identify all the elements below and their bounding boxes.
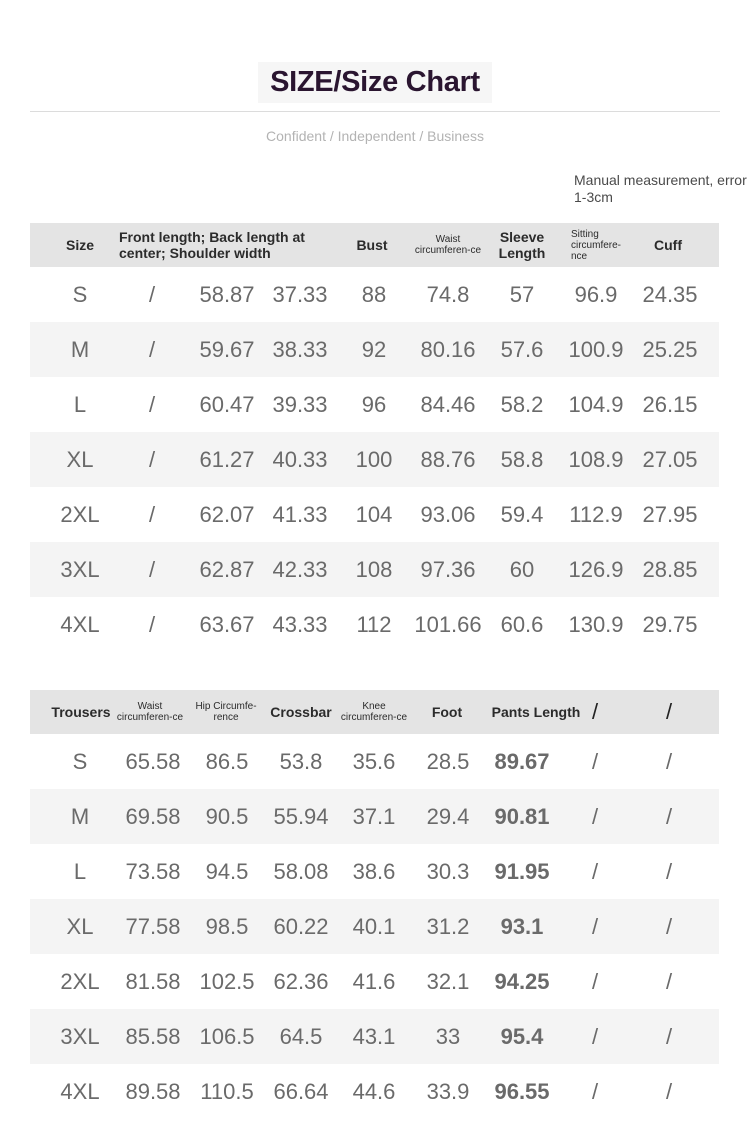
cell-blank-1: / bbox=[591, 913, 599, 939]
cell-back-length: 58.87 bbox=[199, 281, 255, 307]
cell-crossbar: 60.22 bbox=[273, 913, 329, 939]
cell-size: S bbox=[72, 748, 88, 774]
cell-shoulder-width: 38.33 bbox=[272, 336, 328, 362]
cell-pants-length: 95.4 bbox=[500, 1023, 544, 1049]
header-pants-length: Pants Length bbox=[491, 704, 581, 720]
cell-waist: 81.58 bbox=[125, 968, 181, 994]
cell-back-length: 59.67 bbox=[199, 336, 255, 362]
cell-front-length: / bbox=[148, 391, 156, 417]
cell-waist: 84.46 bbox=[420, 391, 476, 417]
cell-pants-length: 89.67 bbox=[494, 748, 550, 774]
cell-waist: 97.36 bbox=[420, 556, 476, 582]
cell-knee: 41.6 bbox=[352, 968, 396, 994]
cell-foot: 31.2 bbox=[426, 913, 470, 939]
cell-foot: 30.3 bbox=[426, 858, 470, 884]
header-bust: Bust bbox=[356, 237, 388, 253]
cell-cuff: 28.85 bbox=[642, 556, 698, 582]
cell-cuff: 27.95 bbox=[642, 501, 698, 527]
cell-sitting: 126.9 bbox=[568, 556, 624, 582]
cell-waist: 69.58 bbox=[125, 803, 181, 829]
cell-crossbar: 64.5 bbox=[279, 1023, 323, 1049]
table-row bbox=[30, 597, 719, 652]
cell-sitting: 112.9 bbox=[569, 501, 623, 527]
cell-front-length: / bbox=[148, 611, 156, 637]
cell-waist: 88.76 bbox=[420, 446, 476, 472]
cell-blank-2: / bbox=[665, 1078, 673, 1104]
cell-blank-1: / bbox=[591, 1023, 599, 1049]
header-crossbar: Crossbar bbox=[270, 704, 332, 720]
cell-sleeve: 57.6 bbox=[500, 336, 544, 362]
cell-knee: 44.6 bbox=[352, 1078, 396, 1104]
cell-front-length: / bbox=[148, 501, 156, 527]
cell-crossbar: 53.8 bbox=[279, 748, 323, 774]
cell-hip: 106.5 bbox=[199, 1023, 255, 1049]
top-table-header bbox=[30, 223, 719, 267]
table-row bbox=[30, 542, 719, 597]
cell-waist: 80.16 bbox=[420, 336, 476, 362]
cell-knee: 37.1 bbox=[352, 803, 396, 829]
header-blank-2: / bbox=[665, 699, 673, 724]
title-divider bbox=[30, 111, 720, 112]
measurement-note: Manual measurement, error 1-3cm bbox=[574, 172, 747, 205]
cell-front-length: / bbox=[148, 446, 156, 472]
cell-hip: 98.5 bbox=[205, 913, 249, 939]
cell-waist: 89.58 bbox=[125, 1078, 181, 1104]
cell-size: M bbox=[70, 803, 90, 829]
cell-bust: 104 bbox=[355, 501, 393, 527]
cell-pants-length: 90.81 bbox=[494, 803, 550, 829]
header-trousers: Trousers bbox=[51, 704, 111, 720]
cell-sleeve: 60 bbox=[509, 556, 535, 582]
cell-cuff: 29.75 bbox=[642, 611, 698, 637]
cell-blank-2: / bbox=[665, 748, 673, 774]
table-row bbox=[30, 322, 719, 377]
bottom-size-table bbox=[30, 690, 719, 1119]
cell-blank-2: / bbox=[665, 1023, 673, 1049]
top-table-body bbox=[30, 267, 719, 652]
table-row bbox=[30, 377, 719, 432]
cell-pants-length: 91.95 bbox=[494, 858, 550, 884]
cell-shoulder-width: 43.33 bbox=[272, 611, 328, 637]
cell-front-length: / bbox=[148, 281, 156, 307]
cell-shoulder-width: 39.33 bbox=[272, 391, 328, 417]
cell-cuff: 26.15 bbox=[642, 391, 698, 417]
table-row bbox=[30, 734, 719, 789]
cell-blank-1: / bbox=[591, 858, 599, 884]
cell-sitting: 108.9 bbox=[568, 446, 624, 472]
cell-sitting: 100.9 bbox=[568, 336, 624, 362]
cell-crossbar: 58.08 bbox=[273, 858, 329, 884]
cell-sitting: 96.9 bbox=[574, 281, 618, 307]
cell-bust: 112 bbox=[356, 611, 392, 637]
cell-hip: 90.5 bbox=[205, 803, 249, 829]
table-row bbox=[30, 432, 719, 487]
cell-size: 4XL bbox=[60, 611, 100, 637]
cell-front-length: / bbox=[148, 336, 156, 362]
cell-crossbar: 66.64 bbox=[273, 1078, 329, 1104]
cell-pants-length: 96.55 bbox=[494, 1078, 550, 1104]
cell-foot: 28.5 bbox=[426, 748, 470, 774]
cell-blank-1: / bbox=[591, 803, 599, 829]
header-knee: Knee circumferen-ce bbox=[340, 701, 408, 723]
table-row bbox=[30, 1009, 719, 1064]
cell-sitting: 104.9 bbox=[568, 391, 624, 417]
bottom-table-header bbox=[30, 690, 719, 734]
cell-knee: 43.1 bbox=[352, 1023, 396, 1049]
cell-cuff: 27.05 bbox=[642, 446, 698, 472]
header-sleeve: Sleeve Length bbox=[498, 229, 546, 261]
table-row bbox=[30, 487, 719, 542]
cell-size: 3XL bbox=[60, 1023, 100, 1049]
cell-shoulder-width: 40.33 bbox=[272, 446, 328, 472]
cell-sleeve: 60.6 bbox=[500, 611, 544, 637]
cell-blank-1: / bbox=[591, 1078, 599, 1104]
cell-blank-2: / bbox=[665, 803, 673, 829]
cell-waist: 74.8 bbox=[426, 281, 470, 307]
table-row bbox=[30, 789, 719, 844]
header-waist: Waist circumferen-ce bbox=[414, 234, 482, 256]
cell-waist: 85.58 bbox=[125, 1023, 181, 1049]
cell-knee: 40.1 bbox=[352, 913, 396, 939]
cell-cuff: 24.35 bbox=[642, 281, 698, 307]
title-container bbox=[0, 62, 750, 103]
cell-sitting: 130.9 bbox=[568, 611, 624, 637]
cell-hip: 94.5 bbox=[205, 858, 249, 884]
cell-back-length: 62.07 bbox=[199, 501, 255, 527]
cell-knee: 38.6 bbox=[352, 858, 396, 884]
cell-front-length: / bbox=[148, 556, 156, 582]
cell-waist: 77.58 bbox=[125, 913, 181, 939]
cell-knee: 35.6 bbox=[352, 748, 396, 774]
cell-blank-2: / bbox=[665, 968, 673, 994]
table-row bbox=[30, 267, 719, 322]
cell-crossbar: 55.94 bbox=[273, 803, 329, 829]
cell-shoulder-width: 42.33 bbox=[272, 556, 328, 582]
table-row bbox=[30, 844, 719, 899]
header-trouser-waist: Waist circumferen-ce bbox=[116, 701, 184, 723]
cell-foot: 32.1 bbox=[426, 968, 470, 994]
cell-size: XL bbox=[66, 913, 94, 939]
bottom-table-body bbox=[30, 734, 719, 1119]
cell-waist: 73.58 bbox=[125, 858, 181, 884]
page-subtitle: Confident / Independent / Business bbox=[266, 128, 484, 144]
cell-shoulder-width: 37.33 bbox=[272, 281, 328, 307]
header-cuff: Cuff bbox=[654, 237, 682, 253]
cell-shoulder-width: 41.33 bbox=[272, 501, 328, 527]
table-row bbox=[30, 1064, 719, 1119]
cell-sleeve: 57 bbox=[509, 281, 535, 307]
cell-bust: 108 bbox=[355, 556, 393, 582]
cell-back-length: 63.67 bbox=[199, 611, 255, 637]
cell-size: 4XL bbox=[60, 1078, 100, 1104]
cell-bust: 92 bbox=[361, 336, 387, 362]
cell-sleeve: 59.4 bbox=[500, 501, 544, 527]
table-row bbox=[30, 899, 719, 954]
cell-pants-length: 93.1 bbox=[500, 913, 544, 939]
cell-sleeve: 58.2 bbox=[500, 391, 544, 417]
header-foot: Foot bbox=[431, 704, 463, 720]
cell-foot: 29.4 bbox=[426, 803, 470, 829]
cell-back-length: 60.47 bbox=[199, 391, 255, 417]
cell-size: L bbox=[73, 391, 87, 417]
cell-waist: 93.06 bbox=[420, 501, 476, 527]
cell-hip: 110.5 bbox=[200, 1078, 254, 1104]
cell-bust: 88 bbox=[361, 281, 387, 307]
cell-blank-2: / bbox=[665, 858, 673, 884]
cell-size: 2XL bbox=[60, 968, 100, 994]
cell-size: XL bbox=[66, 446, 94, 472]
cell-back-length: 61.27 bbox=[199, 446, 255, 472]
cell-size: 2XL bbox=[60, 501, 100, 527]
cell-size: 3XL bbox=[60, 556, 100, 582]
header-sitting: Sitting circumfere-nce bbox=[571, 228, 622, 262]
cell-cuff: 25.25 bbox=[642, 336, 698, 362]
cell-foot: 33.9 bbox=[426, 1078, 470, 1104]
cell-blank-1: / bbox=[591, 968, 599, 994]
cell-size: L bbox=[73, 858, 87, 884]
cell-foot: 33 bbox=[435, 1023, 461, 1049]
header-front-back-shoulder: Front length; Back length at center; Shoulder width bbox=[119, 229, 305, 261]
cell-size: M bbox=[70, 336, 90, 362]
cell-waist: 101.66 bbox=[414, 611, 482, 637]
cell-bust: 96 bbox=[361, 391, 387, 417]
cell-back-length: 62.87 bbox=[199, 556, 255, 582]
cell-blank-1: / bbox=[591, 748, 599, 774]
cell-size: S bbox=[72, 281, 88, 307]
cell-bust: 100 bbox=[355, 446, 393, 472]
header-size: Size bbox=[65, 237, 94, 253]
header-blank-1: / bbox=[591, 699, 599, 724]
header-hip: Hip Circumfe-rence bbox=[195, 701, 257, 723]
cell-blank-2: / bbox=[665, 913, 673, 939]
cell-pants-length: 94.25 bbox=[494, 968, 550, 994]
top-size-table bbox=[30, 223, 719, 652]
cell-sleeve: 58.8 bbox=[500, 446, 544, 472]
cell-waist: 65.58 bbox=[125, 748, 181, 774]
cell-crossbar: 62.36 bbox=[273, 968, 329, 994]
page-title: SIZE/Size Chart bbox=[258, 62, 492, 103]
cell-hip: 86.5 bbox=[205, 748, 249, 774]
cell-hip: 102.5 bbox=[199, 968, 255, 994]
table-row bbox=[30, 954, 719, 1009]
